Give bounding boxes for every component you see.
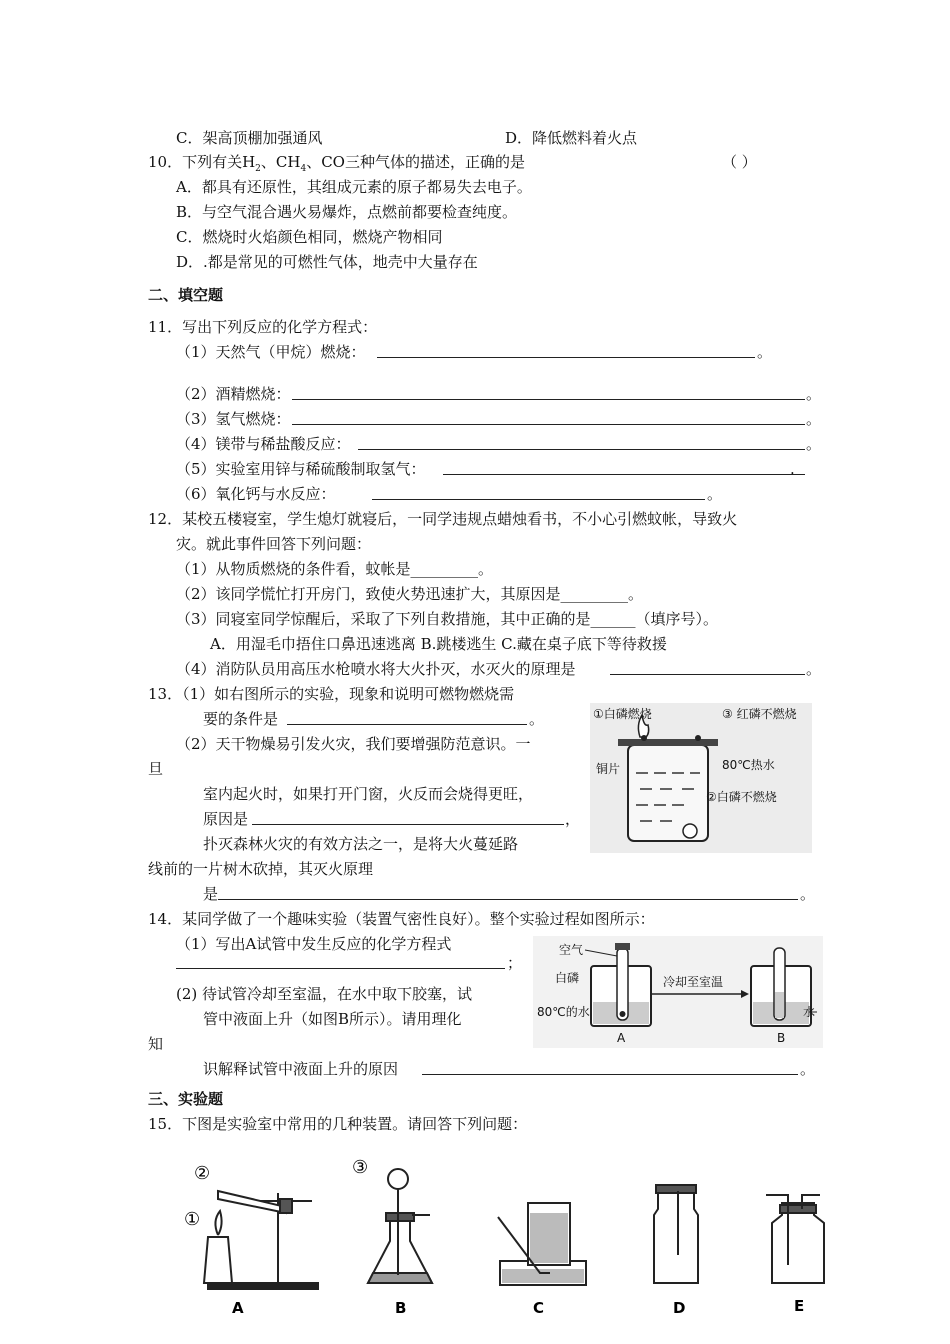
q10-option-c: C．燃烧时火焰颜色相同，燃烧产物相同 bbox=[176, 228, 443, 246]
q11-end-6: 。 bbox=[707, 485, 723, 503]
label-red-phosphorus: ③ 红磷不燃烧 bbox=[722, 707, 797, 721]
q14-stem: 14．某同学做了一个趣味实验（装置气密性良好）。整个实验过程如图所示： bbox=[148, 910, 655, 928]
q11-item-6: （6）氧化钙与水反应： bbox=[176, 485, 336, 503]
q11-end-2: 。 bbox=[806, 385, 822, 403]
q12-stem: 12．某校五楼寝室，学生熄灯就寝后，一同学违规点蜡烛看书，不小心引燃蚊帐，导致火 bbox=[148, 510, 738, 528]
label-white-phosphorus-burns: ①白磷燃烧 bbox=[593, 707, 652, 721]
q12-part-1: （1）从物质燃烧的条件看，蚊帐是_________。 bbox=[176, 560, 494, 578]
label-water: 水 bbox=[803, 1005, 816, 1019]
label-apparatus-d: D bbox=[673, 1299, 686, 1315]
copper-plate bbox=[618, 739, 718, 746]
q14-semicolon: ； bbox=[507, 954, 523, 972]
label-a: A bbox=[617, 1031, 626, 1045]
label-b: B bbox=[777, 1031, 786, 1045]
q13-line-2: 要的条件是 bbox=[203, 710, 279, 728]
q10-option-a: A．都具有还原性，其组成元素的原子都易失去电子。 bbox=[176, 178, 532, 196]
q13-line-7: 扑灭森林火灾的有效方法之一，是将大火蔓延路 bbox=[203, 835, 519, 853]
q12-part-4: （4）消防队员用高压水枪喷水将大火扑灭，水灭火的原理是 bbox=[176, 660, 576, 678]
q11-item-3: （3）氢气燃烧： bbox=[176, 410, 291, 428]
apparatus-e bbox=[766, 1195, 824, 1283]
test-tube-experiment-figure bbox=[533, 936, 823, 1048]
q12-end-4: 。 bbox=[806, 660, 822, 678]
test-tube-a bbox=[617, 948, 628, 1020]
q10-option-d: D．.都是常见的可燃性气体，地壳中大量存在 bbox=[176, 253, 478, 271]
q11-stem: 11．写出下列反应的化学方程式： bbox=[148, 318, 378, 336]
q13-end-3: 。 bbox=[800, 885, 816, 903]
q11-answer-line-3[interactable] bbox=[292, 424, 805, 425]
q13-comma: ， bbox=[565, 810, 581, 828]
q11-end-1: 。 bbox=[757, 343, 773, 361]
label-1: ① bbox=[184, 1209, 201, 1230]
q14-end: 。 bbox=[800, 1060, 816, 1078]
q13-end-1: 。 bbox=[529, 710, 545, 728]
q13-answer-line-2[interactable] bbox=[252, 824, 564, 825]
q15-stem: 15．下图是实验室中常用的几种装置。请回答下列问题： bbox=[148, 1115, 528, 1133]
q11-item-2: （2）酒精燃烧： bbox=[176, 385, 291, 403]
apparatus-a bbox=[204, 1191, 318, 1289]
label-hot-water: 80℃热水 bbox=[722, 758, 775, 772]
q11-item-4: （4）镁带与稀盐酸反应： bbox=[176, 435, 351, 453]
q11-answer-line-4[interactable] bbox=[358, 449, 805, 450]
q9-option-c: C．架高顶棚加强通风 bbox=[176, 129, 323, 147]
q12-stem-cont: 灾。就此事件回答下列问题： bbox=[176, 535, 372, 553]
q13-line-4: 旦 bbox=[148, 760, 164, 778]
q11-dot-5: . bbox=[790, 460, 795, 478]
label-cool: 冷却至室温 bbox=[663, 975, 724, 989]
q11-answer-line-1[interactable] bbox=[377, 357, 755, 358]
q14-part-1: （1）写出A试管中发生反应的化学方程式 bbox=[176, 935, 452, 953]
q12-options: A．用湿毛巾捂住口鼻迅速逃离 B.跳楼逃生 C.藏在桌子底下等待救援 bbox=[210, 635, 667, 653]
q14-part-2b: 管中液面上升（如图B所示）。请用理化 bbox=[203, 1010, 462, 1028]
q12-part-3: （3）同寝室同学惊醒后，采取了下列自救措施，其中正确的是______（填序号）。 bbox=[176, 610, 719, 628]
q10-stem: 10．下列有关$H_2$、$CH_4$、CO三种气体的描述，正确的是 bbox=[148, 153, 525, 174]
q14-answer-line-2[interactable] bbox=[422, 1074, 798, 1075]
q11-answer-line-5[interactable] bbox=[443, 474, 805, 475]
q13-answer-line-1[interactable] bbox=[287, 724, 527, 725]
q11-item-1: （1）天然气（甲烷）燃烧： bbox=[176, 343, 366, 361]
label-3: ③ bbox=[352, 1157, 369, 1178]
q12-part-2: （2）该同学慌忙打开房门，致使火势迅速扩大，其原因是_________。 bbox=[176, 585, 644, 603]
q13-line-3: （2）天干物燥易引发火灾，我们要增强防范意识。一 bbox=[176, 735, 531, 753]
label-air: 空气 bbox=[559, 943, 584, 957]
label-copper: 铜片 bbox=[596, 762, 621, 776]
section-experiment-heading: 三、实验题 bbox=[148, 1090, 224, 1108]
apparatus-c bbox=[498, 1203, 586, 1285]
apparatus-b bbox=[368, 1169, 432, 1283]
q10-answer-paren: （ ） bbox=[722, 153, 757, 171]
label-apparatus-b: B bbox=[395, 1299, 407, 1315]
apparatus-figure bbox=[168, 1155, 840, 1315]
label-2: ② bbox=[194, 1163, 211, 1184]
q11-end-3: 。 bbox=[806, 410, 822, 428]
combustion-experiment-figure bbox=[590, 703, 812, 853]
q13-line-1: 13．（1）如右图所示的实验，现象和说明可燃物燃烧需 bbox=[148, 685, 515, 703]
q11-end-4: 。 bbox=[806, 435, 822, 453]
q13-line-8: 线前的一片树木砍掉，其灭火原理 bbox=[148, 860, 374, 878]
q12-answer-line-4[interactable] bbox=[610, 674, 805, 675]
q14-part-2a: (2) 待试管冷却至室温，在水中取下胶塞，试 bbox=[176, 985, 473, 1003]
apparatus-d bbox=[654, 1185, 698, 1283]
label-apparatus-a: A bbox=[232, 1299, 244, 1315]
q13-answer-line-3[interactable] bbox=[218, 899, 798, 900]
q11-item-5: （5）实验室用锌与稀硫酸制取氢气： bbox=[176, 460, 426, 478]
q13-line-6: 原因是 bbox=[203, 810, 249, 828]
q11-answer-line-2[interactable] bbox=[292, 399, 805, 400]
q9-option-d: D．降低燃料着火点 bbox=[505, 129, 638, 147]
q14-part-2c: 知 bbox=[148, 1035, 164, 1053]
label-apparatus-e: E bbox=[794, 1297, 805, 1315]
q10-option-b: B．与空气混合遇火易爆炸，点燃前都要检查纯度。 bbox=[176, 203, 518, 221]
label-water-80: 80℃的水 bbox=[537, 1005, 590, 1019]
label-white-phosphorus: 白磷 bbox=[555, 971, 580, 985]
q14-part-2d: 识解释试管中液面上升的原因 bbox=[203, 1060, 399, 1078]
label-apparatus-c: C bbox=[533, 1299, 545, 1315]
q14-answer-line-1[interactable] bbox=[176, 968, 505, 969]
label-white-phosphorus-not: ②白磷不燃烧 bbox=[706, 790, 777, 804]
section-fill-in-heading: 二、填空题 bbox=[148, 286, 224, 304]
q13-line-5: 室内起火时，如果打开门窗，火反而会烧得更旺， bbox=[203, 785, 534, 803]
q13-line-9: 是 bbox=[203, 885, 219, 903]
q11-answer-line-6[interactable] bbox=[372, 499, 705, 500]
